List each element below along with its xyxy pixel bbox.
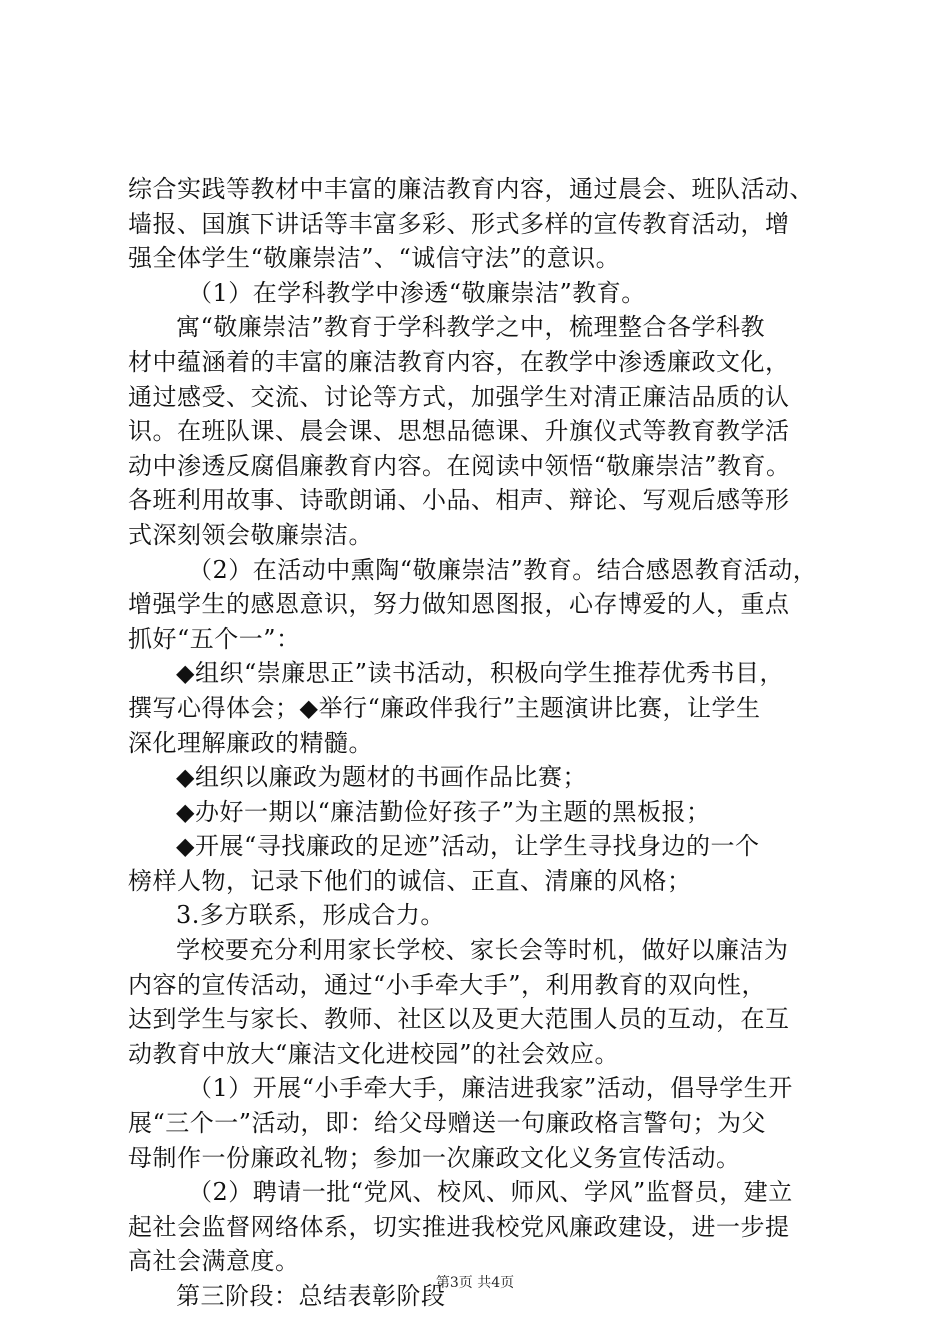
document-body [128, 172, 844, 1314]
text-line: （2）聘请一批“党风、校风、师风、学风”监督员，建立 [188, 1178, 793, 1207]
text-line: 起社会监督网络体系，切实推进我校党风廉政建设，进一步提 [128, 1212, 790, 1241]
text-line: （1）开展“小手牵大手，廉洁进我家”活动，倡导学生开 [188, 1074, 793, 1103]
text-line: 动教育中放大“廉洁文化进校园”的社会效应。 [128, 1039, 620, 1068]
text-line: 3.多方联系，形成合力。 [176, 901, 445, 930]
text-line: 母制作一份廉政礼物；参加一次廉政文化义务宣传活动。 [128, 1143, 741, 1172]
text-line: 动中渗透反腐倡廉教育内容。在阅读中领悟“敬廉崇洁”教育。 [128, 451, 791, 480]
text-line: 展“三个一”活动，即：给父母赠送一句廉政格言警句；为父 [128, 1109, 767, 1138]
page-footer: 第3页 共4页 [435, 1275, 515, 1291]
text-line: 高社会满意度。 [128, 1247, 300, 1276]
text-line: 各班利用故事、诗歌朗诵、小品、相声、辩论、写观后感等形 [128, 486, 790, 515]
text-line: 榜样人物，记录下他们的诚信、正直、清廉的风格； [128, 866, 692, 895]
text-line: 抓好“五个一”： [128, 624, 301, 653]
text-line: 寓“敬廉崇洁”教育于学科教学之中，梳理整合各学科教 [176, 313, 766, 342]
text-line: 撰写心得体会；◆举行“廉政伴我行”主题演讲比赛，让学生 [128, 693, 761, 722]
text-line: ◆办好一期以“廉洁勤俭好孩子”为主题的黑板报； [176, 797, 711, 826]
text-line: 通过感受、交流、讨论等方式，加强学生对清正廉洁品质的认 [128, 382, 790, 411]
text-line: （2）在活动中熏陶“敬廉崇洁”教育。结合感恩教育活动， [188, 555, 818, 584]
text-line: 第三阶段：总结表彰阶段 [176, 1282, 446, 1310]
text-line: 式深刻领会敬廉崇洁。 [128, 520, 373, 549]
text-line: 墙报、国旗下讲话等丰富多彩、形式多样的宣传教育活动，增 [128, 209, 790, 238]
text-line: 学校要充分利用家长学校、家长会等时机，做好以廉洁为 [176, 936, 789, 965]
text-line: ◆组织“崇廉思正”读书活动，积极向学生推荐优秀书目， [176, 659, 784, 688]
text-line: （1）在学科教学中渗透“敬廉崇洁”教育。 [188, 278, 646, 307]
text-line: 达到学生与家长、教师、社区以及更大范围人员的互动，在互 [128, 1005, 790, 1034]
text-line: 增强学生的感恩意识，努力做知恩图报，心存博爱的人，重点 [128, 590, 790, 619]
text-line: 综合实践等教材中丰富的廉洁教育内容，通过晨会、班队活动、 [128, 175, 814, 203]
text-line: 内容的宣传活动，通过“小手牵大手”，利用教育的双向性， [128, 970, 767, 999]
text-line: ◆开展“寻找廉政的足迹”活动，让学生寻找身边的一个 [176, 832, 760, 861]
text-line: 深化理解廉政的精髓。 [128, 728, 373, 757]
text-line: 强全体学生“敬廉崇洁”、“诚信守法”的意识。 [128, 244, 621, 273]
text-line: 识。在班队课、晨会课、思想品德课、升旗仪式等教育教学活 [128, 417, 790, 446]
text-line: 材中蕴涵着的丰富的廉洁教育内容，在教学中渗透廉政文化， [128, 347, 790, 376]
text-line: ◆组织以廉政为题材的书画作品比赛； [176, 763, 587, 792]
